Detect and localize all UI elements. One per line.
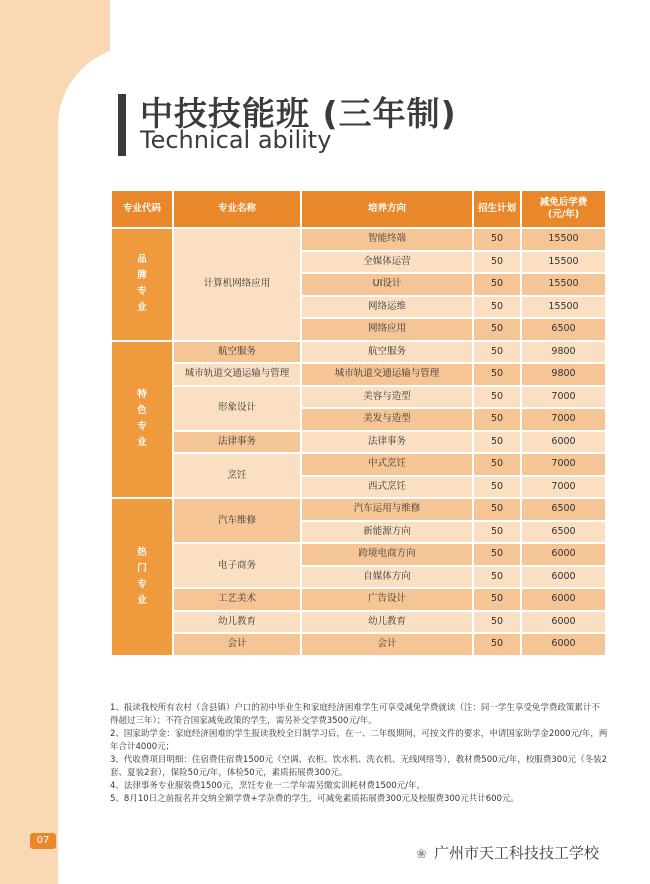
page-subtitle: Technical ability: [140, 126, 332, 154]
direction-cell: 美发与造型: [301, 408, 473, 431]
fee-cell: 7000: [521, 386, 606, 409]
plan-cell: 50: [473, 341, 521, 364]
title-accent-bar: [118, 94, 126, 156]
plan-cell: 50: [473, 588, 521, 611]
table-row: [111, 611, 606, 634]
direction-cell: 航空服务: [301, 341, 473, 364]
note-item: 2、国家助学金：家庭经济困难的学生报读我校全日制学习后，在一、二年级期间，可按文件的要求，申请国家助学金2000元/年，两年合计4000元；: [110, 729, 608, 752]
notes-section: [110, 702, 608, 806]
fee-cell: 15500: [521, 228, 606, 251]
school-name: 广州市天工科技技工学校: [434, 844, 600, 862]
major-cell: 幼儿教育: [173, 611, 301, 634]
direction-cell: 中式烹饪: [301, 453, 473, 476]
fee-cell: 6000: [521, 431, 606, 454]
plan-cell: 50: [473, 453, 521, 476]
category-hot: 热门专业: [111, 498, 173, 656]
plan-cell: 50: [473, 543, 521, 566]
direction-cell: 幼儿教育: [301, 611, 473, 634]
note-item: 5、8月10日之前报名并交纳全额学费+学杂费的学生，可减免素质拓展费300元及校服费300元共计600元。: [110, 794, 519, 804]
major-cell: 电子商务: [173, 543, 301, 588]
fee-cell: 7000: [521, 453, 606, 476]
direction-cell: 会计: [301, 633, 473, 656]
plan-cell: 50: [473, 408, 521, 431]
direction-cell: 广告设计: [301, 588, 473, 611]
table-row: [111, 588, 606, 611]
page-title: 中技技能班 (三年制): [140, 94, 457, 133]
major-cell: 工艺美术: [173, 588, 301, 611]
table-row: [111, 363, 606, 386]
plan-cell: 50: [473, 296, 521, 319]
header-plan: 招生计划: [473, 190, 521, 228]
plan-cell: 50: [473, 318, 521, 341]
direction-cell: 智能终端: [301, 228, 473, 251]
table-row: [111, 431, 606, 454]
program-table: [110, 189, 607, 657]
table-row: [111, 633, 606, 656]
plan-cell: 50: [473, 521, 521, 544]
table-header-row: [111, 190, 606, 228]
fee-cell: 15500: [521, 273, 606, 296]
major-cell: 形象设计: [173, 386, 301, 431]
direction-cell: 美容与造型: [301, 386, 473, 409]
wechat-icon: ❀: [416, 847, 427, 862]
direction-cell: 全媒体运营: [301, 251, 473, 274]
fee-cell: 6000: [521, 566, 606, 589]
plan-cell: 50: [473, 363, 521, 386]
direction-cell: 网络运维: [301, 296, 473, 319]
major-cell: 法律事务: [173, 431, 301, 454]
plan-cell: 50: [473, 611, 521, 634]
direction-cell: 新能源方向: [301, 521, 473, 544]
table-row: [111, 386, 606, 409]
plan-cell: 50: [473, 633, 521, 656]
direction-cell: 西式烹饪: [301, 476, 473, 499]
fee-cell: 6500: [521, 498, 606, 521]
fee-cell: 6000: [521, 588, 606, 611]
plan-cell: 50: [473, 386, 521, 409]
major-cell: 会计: [173, 633, 301, 656]
page-number: 07: [30, 833, 56, 849]
plan-cell: 50: [473, 228, 521, 251]
plan-cell: 50: [473, 251, 521, 274]
category-feature: 特色专业: [111, 341, 173, 499]
major-cell: 计算机网络应用: [173, 228, 301, 341]
header-fee: 减免后学费 (元/年): [521, 190, 606, 228]
category-brand: 品牌专业: [111, 228, 173, 341]
direction-cell: 城市轨道交通运输与管理: [301, 363, 473, 386]
major-cell: 城市轨道交通运输与管理: [173, 363, 301, 386]
header-major: 专业名称: [173, 190, 301, 228]
note-item: 4、法律事务专业服装费1500元，烹饪专业一二学年需另缴实训耗材费1500元/年。: [110, 781, 426, 791]
plan-cell: 50: [473, 273, 521, 296]
direction-cell: 汽车运用与维修: [301, 498, 473, 521]
table-row: [111, 341, 606, 364]
major-cell: 汽车维修: [173, 498, 301, 543]
plan-cell: 50: [473, 566, 521, 589]
table-row: [111, 228, 606, 251]
fee-cell: 6500: [521, 318, 606, 341]
major-cell: 航空服务: [173, 341, 301, 364]
header-direction: 培养方向: [301, 190, 473, 228]
direction-cell: 网络应用: [301, 318, 473, 341]
fee-cell: 6500: [521, 521, 606, 544]
fee-cell: 9800: [521, 341, 606, 364]
school-watermark: [416, 842, 599, 863]
fee-cell: 15500: [521, 296, 606, 319]
plan-cell: 50: [473, 476, 521, 499]
direction-cell: 法律事务: [301, 431, 473, 454]
note-item: 1、报读我校所有农村（含县镇）户口的初中毕业生和家庭经济困难学生可享受减免学费就读（注：同一学生享受免学费政策累计不得超过三年）；不符合国家减免政策的学生，需另补交学费3500元/年。: [110, 703, 600, 726]
table-row: [111, 453, 606, 476]
fee-cell: 6000: [521, 611, 606, 634]
plan-cell: 50: [473, 431, 521, 454]
direction-cell: 跨境电商方向: [301, 543, 473, 566]
direction-cell: UI设计: [301, 273, 473, 296]
plan-cell: 50: [473, 498, 521, 521]
header-code: 专业代码: [111, 190, 173, 228]
fee-cell: 6000: [521, 543, 606, 566]
fee-cell: 15500: [521, 251, 606, 274]
fee-cell: 7000: [521, 476, 606, 499]
direction-cell: 自媒体方向: [301, 566, 473, 589]
fee-cell: 9800: [521, 363, 606, 386]
major-cell: 烹饪: [173, 453, 301, 498]
note-item: 3、代收费项目明细：住宿费住宿费1500元（空调、衣柜、饮水机、洗衣机、无线网络等），教材费500元/年，校服费300元（冬装2套、夏装2套），保险50元/年，体检50元，素质拓展费300元。: [110, 755, 608, 778]
table-row: [111, 543, 606, 566]
fee-cell: 6000: [521, 633, 606, 656]
fee-cell: 7000: [521, 408, 606, 431]
table-row: [111, 498, 606, 521]
